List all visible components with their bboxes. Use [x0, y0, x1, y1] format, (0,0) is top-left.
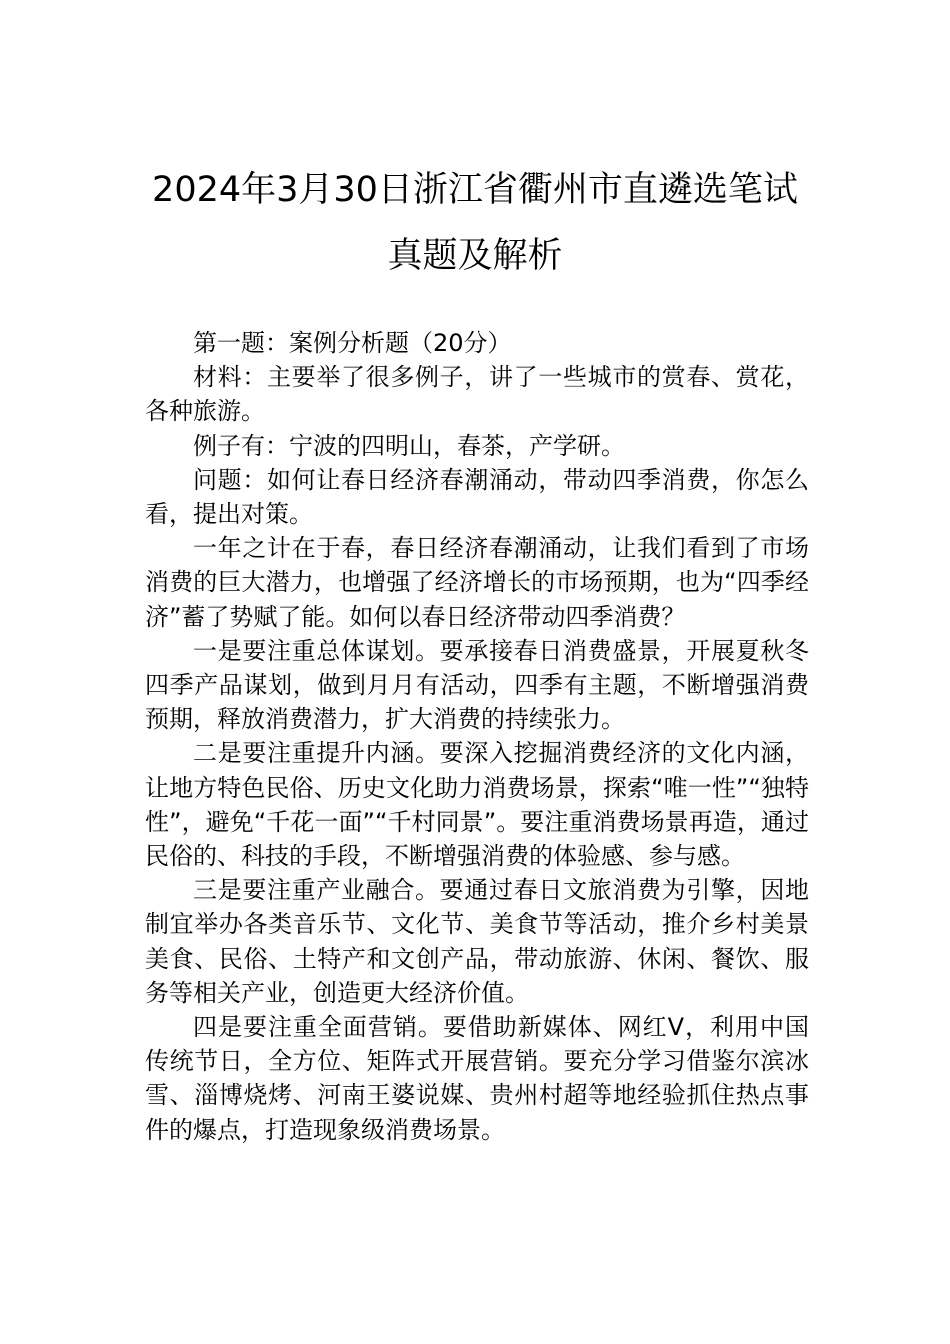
- examples-paragraph: 例子有：宁波的四明山，春茶，产学研。: [193, 431, 625, 460]
- answer-point-3-paragraph: 三是要注重产业融合。要通过春日文旅消费为引擎，因地制宜举办各类音乐节、文化节、美食节等活动，推介乡村美景美食、民俗、土特产和文创产品，带动旅游、休闲、餐饮、服务等相关产业，创造更大经济价值。: [145, 876, 809, 1007]
- question-heading: 第一题：案例分析题（20分）: [193, 329, 512, 357]
- document-title-line-1: 2024年3月30日浙江省衢州市直遴选笔试: [152, 170, 798, 210]
- answer-point-2-paragraph: 二是要注重提升内涵。要深入挖掘消费经济的文化内涵，让地方特色民俗、历史文化助力消费场景，探索“唯一性”“独特性”，避免“千花一面”“千村同景”。要注重消费场景再造，通过民俗的、科技的手段，不断增强消费的体验感、参与感。: [145, 739, 809, 871]
- answer-point-1-paragraph: 一是要注重总体谋划。要承接春日消费盛景，开展夏秋冬四季产品谋划，做到月月有活动，四季有主题，不断增强消费预期，释放消费潜力，扩大消费的持续张力。: [145, 636, 809, 734]
- document-title-line-2: 真题及解析: [387, 236, 563, 276]
- answer-point-4-paragraph: 四是要注重全面营销。要借助新媒体、网红V，利用中国传统节日，全方位、矩阵式开展营销。要充分学习借鉴尔滨冰雪、淄博烧烤、河南王婆说媒、贵州村超等地经验抓住热点事件的爆点，打造现象级消费场景。: [145, 1013, 809, 1144]
- material-paragraph: 材料：主要举了很多例子，讲了一些城市的赏春、赏花，各种旅游。: [145, 363, 809, 426]
- answer-intro-paragraph: 一年之计在于春，春日经济春潮涌动，让我们看到了市场消费的巨大潜力，也增强了经济增长的市场预期，也为“四季经济”蓄了势赋了能。如何以春日经济带动四季消费？: [145, 534, 809, 631]
- document-body: [145, 326, 809, 1147]
- question-paragraph: 问题：如何让春日经济春潮涌动，带动四季消费，你怎么看，提出对策。: [145, 465, 809, 529]
